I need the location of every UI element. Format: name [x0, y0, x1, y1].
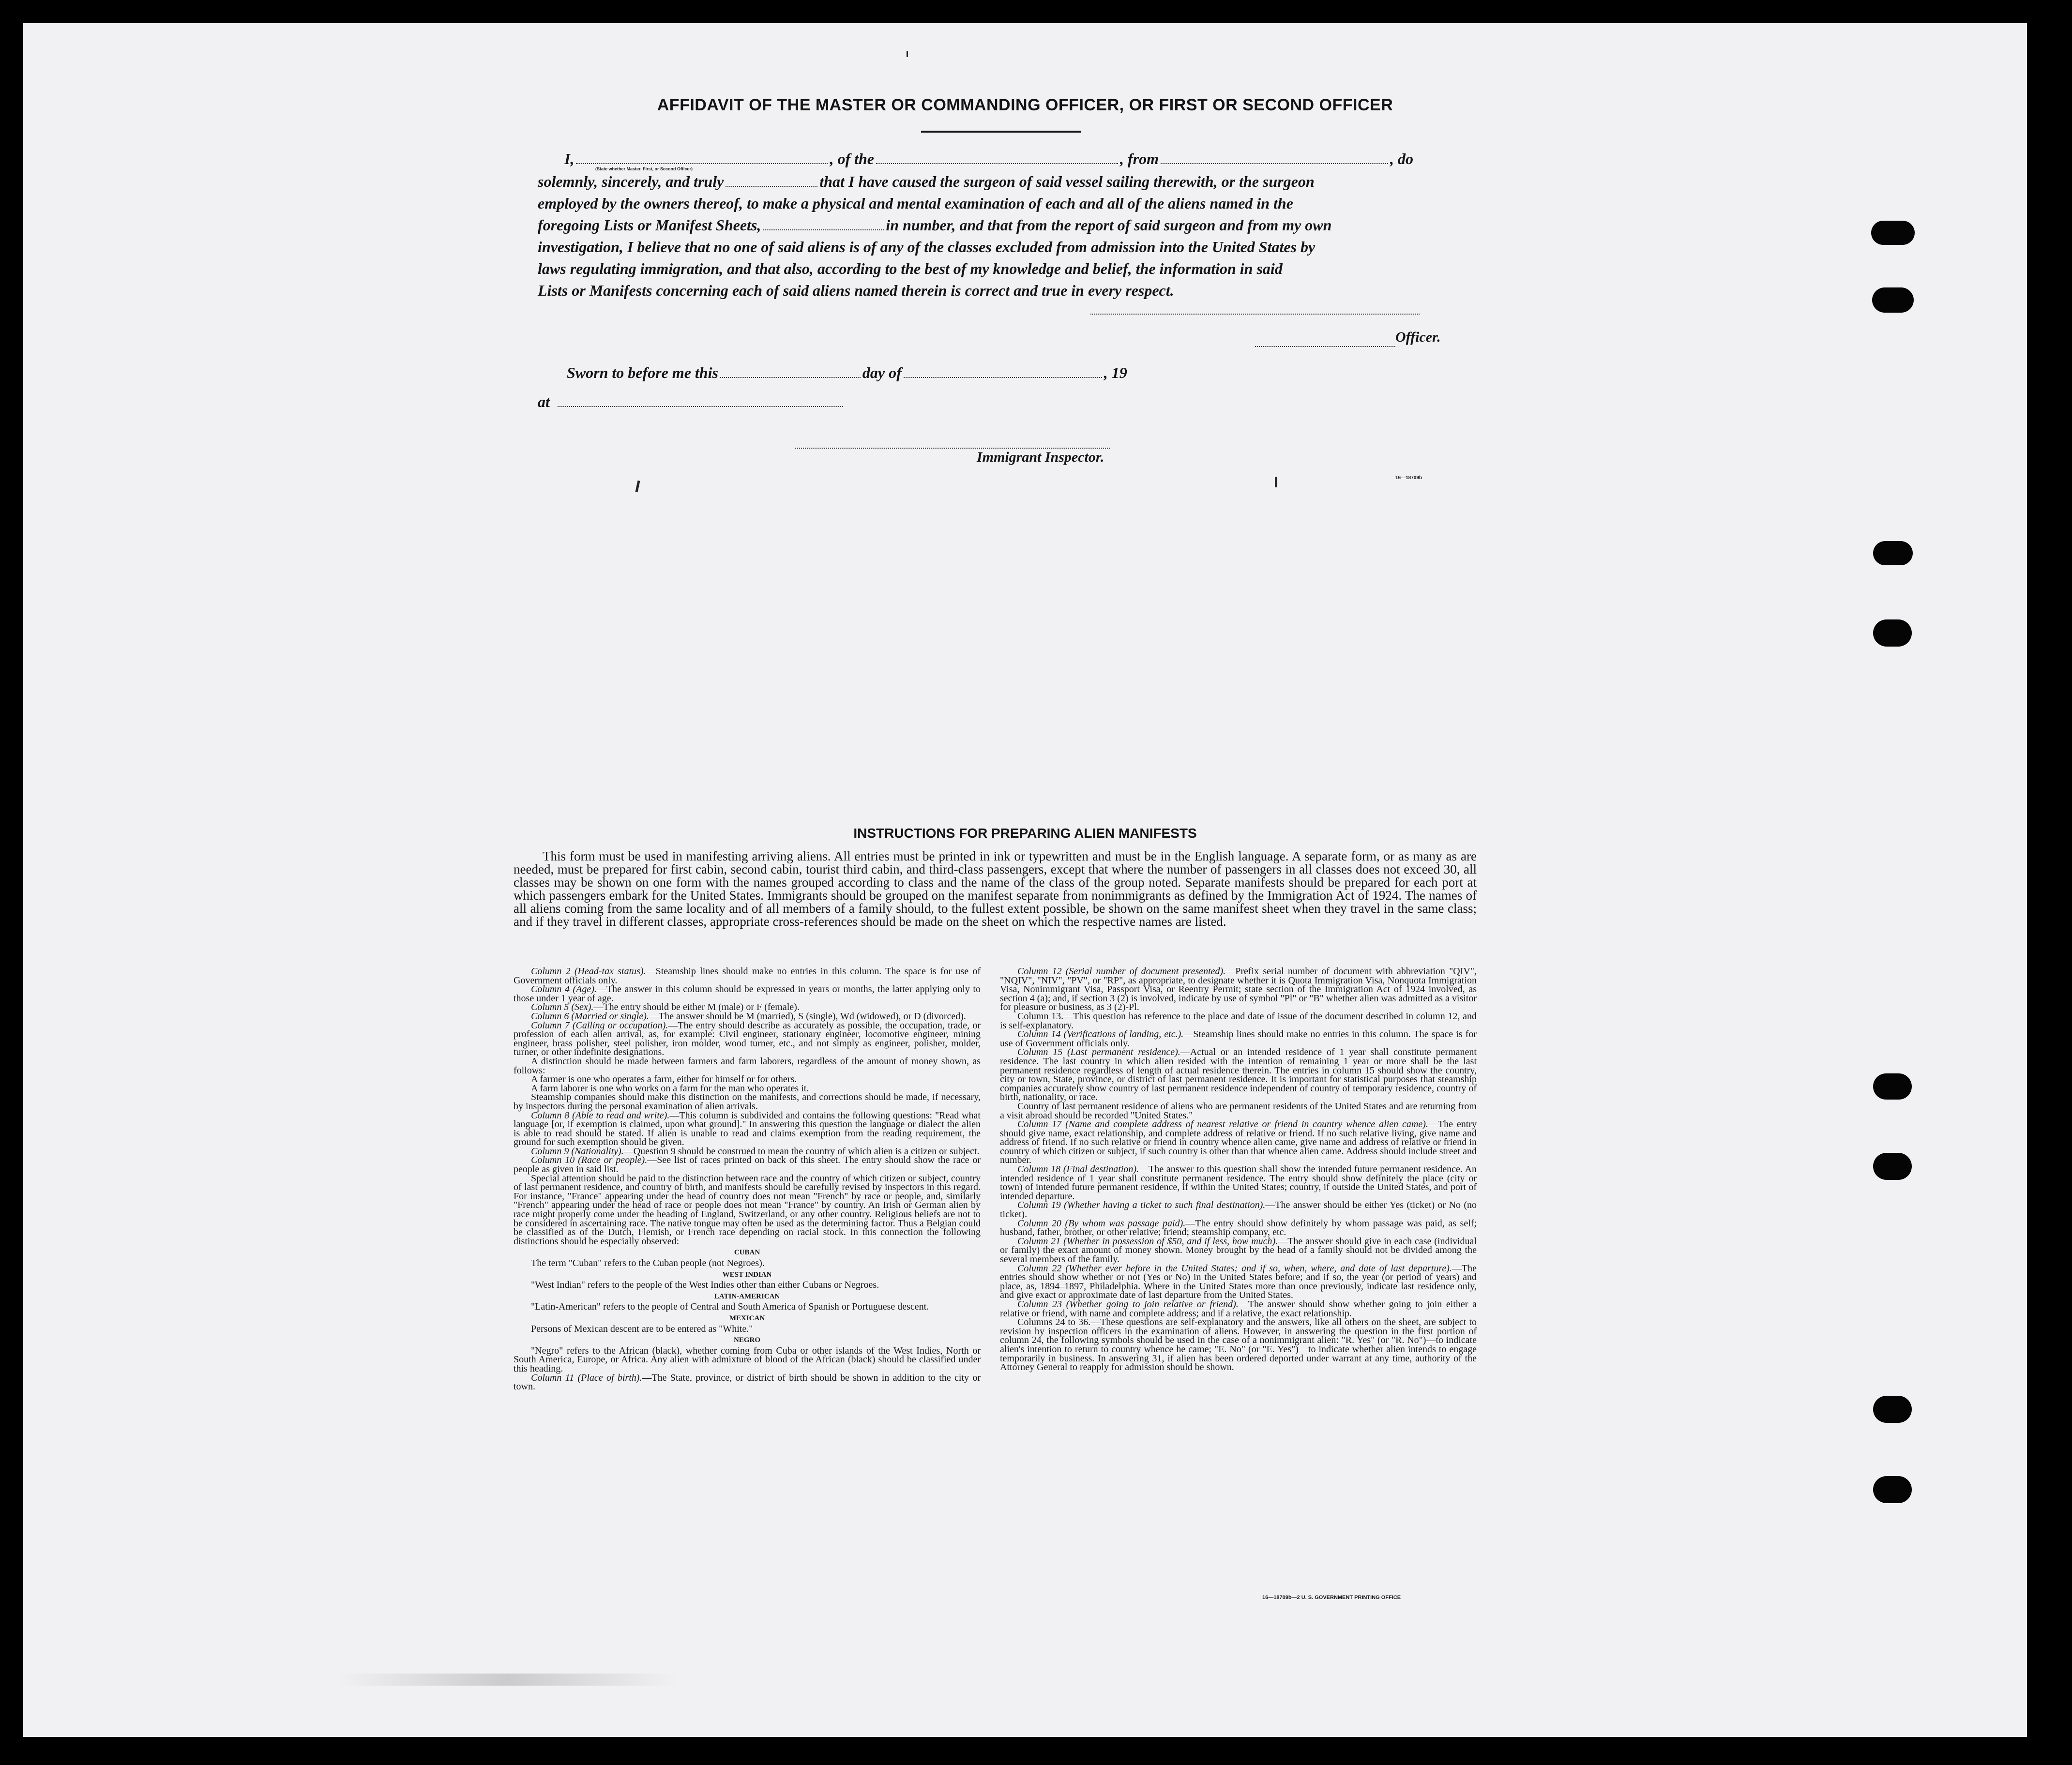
west-indian-note: "West Indian" refers to the people of the West Indies other than either Cubans or Negroes. — [531, 1280, 879, 1291]
signature-line — [1090, 314, 1420, 316]
cuban-note: The term "Cuban" refers to the Cuban people (not Negroes). — [531, 1258, 765, 1268]
column-9-note: Column 9 (Nationality).—Question 9 should be construed to mean the country of which alien is a citizen or subject. — [531, 1146, 980, 1157]
column-17-note: Column 17 (Name and complete address of nearest relative or friend in country whence alien came).—The entry should give name, exact relationship, and complete address of relative or friend. If no such relative living, give name and address of friend. If no such relative or friend in country whence alien came, give name and address of relative or friend in country of which citizen or subject, if such country is other than that whence alien came. Address should include street and number. — [1000, 1119, 1477, 1166]
steamship-note: Steamship companies should make this distinction on the manifests, and corrections should be made, if necessary, by inspectors during the personal examination of alien arrivals. — [514, 1092, 981, 1112]
form-code: 16—18709b — [1395, 475, 1422, 481]
binder-hole — [1873, 1153, 1912, 1180]
page-edge-wear — [338, 1674, 677, 1686]
heading-mexican: MEXICAN — [729, 1314, 765, 1322]
at-line: at — [538, 391, 1477, 412]
column-6-note: Column 6 (Married or single).—The answer should be M (married), S (single), Wd (widowed), or D (divorced). — [531, 1011, 966, 1022]
binder-hole — [1873, 1073, 1912, 1100]
heading-latin-american: LATIN-AMERICAN — [714, 1292, 780, 1300]
binder-hole — [1872, 287, 1914, 313]
affidavit-line-1: I, , of the , from , do — [564, 150, 1413, 167]
farm-laborer-definition: A farm laborer is one who works on a farm for the man who operates it. — [531, 1083, 809, 1094]
column-23-note: Column 23 (Whether going to join relative or friend).—The answer should show whether going to join either a relative or friend, with name and complete address; and if a relative, the exact relationship. — [1000, 1298, 1477, 1319]
column-20-note: Column 20 (By whom was passage paid).—The entry should show definitely by whom passage was paid, as self; husband, father, brother, or other relative; friend; steamship company, etc. — [1000, 1218, 1477, 1238]
affidavit-line-2: solemnly, sincerely, and truly that I have caused the surgeon of said vessel sailing therewith, or the surgeon — [538, 173, 1315, 190]
heading-west-indian: WEST INDIAN — [722, 1270, 772, 1279]
mexican-note: Persons of Mexican descent are to be entered as "White." — [531, 1323, 753, 1334]
truly-blank — [726, 185, 817, 187]
heading-cuban: CUBAN — [734, 1249, 760, 1257]
affidavit-line-3: employed by the owners thereof, to make a physical and mental examination of each and all of the aliens named in the — [538, 195, 1293, 212]
port-blank — [1161, 163, 1388, 164]
column-15-note: Column 15 (Last permanent residence).—Actual or an intended residence of 1 year shall constitute permanent residence. The last country in which alien resided with the intention of remaining 1 year or more shall be the last permanent residence regardless of length of actual residence therein. The entries in column 15 should show the country, city or town, State, province, or district of last permanent residence. It is important for statistical purposes that steamship companies accurately show country of last permanent residence independent of country of temporary residence, country of birth, nationality, or race. — [1000, 1047, 1477, 1103]
column-18-note: Column 18 (Final destination).—The answer to this question shall show the intended future permanent residence. An intended residence of 1 year shall constitute permanent residence. The entry should show definitely the place (city or town) of intended future permanent residence, if within the United States; country, if outside the United States, and port of intended departure. — [1000, 1164, 1477, 1202]
affidavit-title: AFFIDAVIT OF THE MASTER OR COMMANDING OFFICER, OR FIRST OR SECOND OFFICER — [657, 96, 1393, 114]
affidavit-line-4: foregoing Lists or Manifest Sheets, in number, and that from the report of said surgeon and from my own — [538, 216, 1332, 234]
instructions-left-column — [514, 967, 981, 1391]
sworn-day-blank — [720, 377, 861, 378]
column-12-note: Column 12 (Serial number of document presented).—Prefix serial number of document with abbreviation "QIV", "NQIV", "NIV", "PV", or "RP", as appropriate, to designate whether it is Quota Immigration Visa, Nonquota Immigration Visa, Nonimmigrant Visa, Passport Visa, or Reentry Permit; state section of the Immigration Act of 1924 involved, as section 4 (a); and, if section 3 (2) is involved, indicate by use of symbol "Pl" or "B" whether alien was admitted as a visitor for pleasure or business, as 3 (2)-Pl. — [1000, 966, 1477, 1013]
number-blank — [763, 229, 884, 230]
document-sheet — [23, 23, 2027, 1737]
printing-office-footer: 16—18709b—2 U. S. GOVERNMENT PRINTING OFFICE — [1262, 1595, 1401, 1600]
ink-mark — [635, 481, 640, 493]
binder-hole — [1873, 1396, 1912, 1423]
negro-note: "Negro" refers to the African (black), whether coming from Cuba or other islands of the West Indies, North or South America, Europe, or Africa. Any alien with admixture of blood of the African (black) should be classified under this heading. — [514, 1345, 981, 1374]
column-21-note: Column 21 (Whether in possession of $50, and if less, how much).—The answer should give in each case (individual or family) the exact amount of money shown. Money brought by the head of a family should not be divided among the several members of the family. — [1000, 1236, 1477, 1265]
binder-hole — [1873, 1476, 1912, 1503]
binder-hole — [1873, 619, 1912, 647]
column-14-note: Column 14 (Verifications of landing, etc.).—Steamship lines should make no entries in this column. The space is for use of Government officials only. — [1000, 1029, 1477, 1049]
latin-american-note: "Latin-American" refers to the people of Central and South America of Spanish or Portuguese descent. — [531, 1301, 929, 1312]
column-19-note: Column 19 (Whether having a ticket to such final destination).—The answer should be either Yes (ticket) or No (no ticket). — [1000, 1200, 1477, 1220]
state-note: (State whether Master, First, or Second Officer) — [595, 166, 693, 171]
sworn-month-blank — [904, 377, 1102, 378]
binder-hole — [1873, 541, 1913, 565]
binder-hole — [1871, 221, 1915, 245]
column-13-note: Column 13.—This question has reference to the place and date of issue of the document described in column 12, and is self-explanatory. — [1000, 1011, 1477, 1031]
sworn-line: Sworn to before me this day of , 19 — [567, 364, 1127, 381]
columns-24-36-note: Columns 24 to 36.—These questions are self-explanatory and the answers, like all others on the sheet, are subject to revision by inspection officers in the examination of aliens. However, in answering the question in the first portion of column 24, the following symbols should be used in the case of a nonimmigrant alien: "R. Yes" (or "R. No")—to indicate alien's intention to return to country whence he came; "E. No" (or "E. Yes")—to indicate whether alien intends to engage temporarily in business. In answering 31, if alien has been ordered deported under warrant at any time, authority of the Attorney General to reapply for admission should be shown. — [1000, 1317, 1477, 1373]
heading-negro: NEGRO — [733, 1336, 760, 1344]
column-7-note: Column 7 (Calling or occupation).—The entry should describe as accurately as possible, the occupation, trade, or profession of each alien arrival, as, for example: Civil engineer, stationary engineer, locomotive engineer, mining engineer, brass polisher, steel polisher, iron molder, wood turner, etc., and not simply as engineer, polisher, molder, turner, or other indefinite designations. — [514, 1020, 981, 1058]
column-8-note: Column 8 (Able to read and write).—This column is subdivided and contains the following questions: "Read what language [or, if exemption is claimed, upon what ground]." In answering this question the language or dialect the alien is able to read should be stated. If alien is unable to read and claims exemption from the reading requirement, the ground for such exemption should be given. — [514, 1110, 981, 1148]
column-4-note: Column 4 (Age).—The answer in this column should be expressed in years or months, the latter applying only to those under 1 year of age. — [514, 984, 981, 1004]
column-22-note: Column 22 (Whether ever before in the United States; and if so, when, where, and date of last departure).—The entries should show whether or not (Yes or No) in the United States before; and if so, the year (or period of years) and place, as, 1894–1897, Philadelphia. Where in the United States more than once previously, indicate last residence only, and give exact or approximate date of last departure from the United States. — [1000, 1263, 1477, 1301]
column-10-note: Column 10 (Race or people).—See list of races printed on back of this sheet. The entry should show the race or people as given in said list. — [514, 1155, 981, 1175]
instructions-title: INSTRUCTIONS FOR PREPARING ALIEN MANIFESTS — [853, 826, 1197, 841]
farmer-definition: A farmer is one who operates a farm, either for himself or for others. — [531, 1074, 797, 1085]
vessel-name-blank — [876, 163, 1118, 164]
special-attention-note: Special attention should be paid to the distinction between race and the country of which citizen or subject, country of last permanent residence, and country of birth, and manifests should be carefully revised by inspectors in this regard. For instance, "France" appearing under the head of country does not mean "French" by race or people, and, similarly "French" appearing under the head of race or people does not mean "France" by country. An Irish or German alien by race might properly come under the heading of England, Switzerland, or any other country. Religious beliefs are not to be considered in ascertaining race. The native tongue may often be used as the determining factor. Thus a Belgian could be classified as of the Dutch, Flemish, or French race depending on racial stock. In this connection the following distinctions should be especially observed: — [514, 1173, 981, 1247]
inspector-label: Immigrant Inspector. — [977, 449, 1104, 465]
country-residence-note: Country of last permanent residence of aliens who are permanent residents of the United States and are returning from a visit abroad should be recorded "United States." — [1000, 1101, 1477, 1121]
officer-signature-line — [1255, 346, 1395, 348]
ink-mark — [1275, 477, 1277, 487]
title-rule — [921, 131, 1081, 133]
affidavit-line-6: laws regulating immigration, and that also, according to the best of my knowledge and belief, the information in said — [538, 260, 1283, 277]
officer-label: Officer. — [1395, 329, 1441, 345]
column-5-note: Column 5 (Sex).—The entry should be either M (male) or F (female). — [531, 1002, 800, 1013]
affidavit-line-7: Lists or Manifests concerning each of said aliens named therein is correct and true in every respect. — [538, 282, 1174, 299]
place-blank — [558, 406, 843, 407]
officer-title-blank — [576, 163, 828, 164]
farmer-distinction: A distinction should be made between farmers and farm laborers, regardless of the amount of money shown, as follows: — [514, 1056, 981, 1076]
affidavit-line-5: investigation, I believe that no one of said aliens is of any of the classes excluded from admission into the United States by — [538, 238, 1316, 256]
ink-mark — [907, 51, 908, 57]
instructions-right-column — [1000, 967, 1477, 1372]
instructions-intro: This form must be used in manifesting arriving aliens. All entries must be printed in ink or typewritten and must be in the English language. A separate form, or as many as are needed, must be prepared for first cabin, second cabin, tourist third cabin, and third-class passengers, except that where the number of passengers in all classes does not exceed 30, all classes may be shown on one form with the names grouped according to class and the name of the class of the group noted. Separate manifests should be prepared for each port at which passengers embark for the United States. Immigrants should be grouped on the manifest separate from nonimmigrants as defined by the Immigration Act of 1924. The names of all aliens coming from the same locality and of all members of a family should, to the fullest extent possible, be shown on the same manifest sheet when they travel in the same class; and if they travel in different classes, appropriate cross-references should be made on the sheet on which the respective names are listed. — [514, 849, 1477, 929]
column-2-note: Column 2 (Head-tax status).—Steamship lines should make no entries in this column. The space is for use of Government officials only. — [514, 966, 981, 986]
column-11-note: Column 11 (Place of birth).—The State, province, or district of birth should be shown in addition to the city or town. — [514, 1372, 981, 1392]
